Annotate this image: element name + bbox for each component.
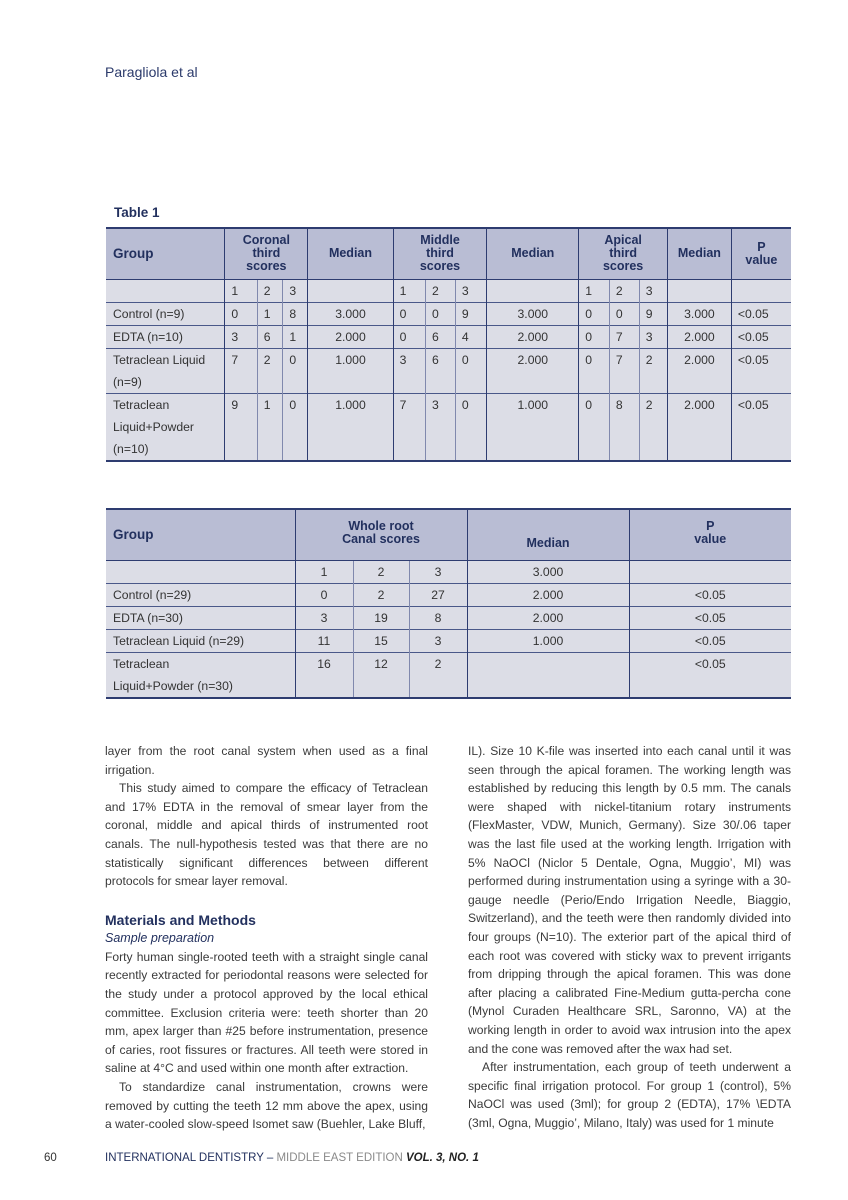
- table-caption: Table 1: [114, 205, 160, 220]
- body-column-left: [105, 742, 428, 1134]
- paragraph: To standardize canal instrumentation, crowns were removed by cutting the teeth 12 mm above the apex, using a water-cooled slow-speed Isomet saw (Buehler, Lake Bluff,: [105, 1079, 428, 1132]
- header-median: Median: [668, 228, 732, 279]
- header-coronal: Coronal third scores: [225, 228, 308, 279]
- paragraph: After instrumentation, each group of teeth underwent a specific final irrigation protocol. For group 1 (control), 5% NaOCl was used (3ml); for group 2 (EDTA), 17% \EDTA (3ml, Ogna, Muggio’, Milano, Italy) was used for 1 minute: [468, 1060, 791, 1130]
- table-row: Tetraclean Liquid (n=29) 11 15 3 1.000 <0.05: [106, 629, 791, 652]
- journal-volume: VOL. 3, NO. 1: [405, 1152, 479, 1164]
- paragraph: layer from the root canal system when used as a final irrigation.: [105, 744, 428, 777]
- table-row: Tetraclean Liquid+Powder (n=30) 16 12 2 <0.05: [106, 652, 791, 698]
- subsection-heading: Sample preparation: [105, 930, 215, 945]
- table-row: EDTA (n=10) 3 6 1 2.000 0 6 4 2.000 0 7 3 2.000 <0.05: [106, 325, 791, 348]
- table-2: [106, 508, 791, 699]
- header-median: Median: [487, 228, 579, 279]
- section-heading: Materials and Methods: [105, 911, 256, 928]
- paragraph: Forty human single-rooted teeth with a straight single canal recently extracted for periodontal reasons were selected for the study under a protocol approved by the local ethical committee. Exclusion criteria were: teeth shorter than 20 mm, apex larger than #25 before instrumentation, presence of caries, root fissures or fractures. All teeth were stored in saline at 4°C and used within one month after extraction.: [105, 949, 428, 1076]
- paragraph: This study aimed to compare the efficacy of Tetraclean and 17% EDTA in the removal of smear layer from the coronal, middle and apical thirds of instrumented root canals. The null-hypothesis tested was that there are no statistically significant differences between different protocols for smear layer removal.: [105, 781, 428, 889]
- table-row: Control (n=29) 0 2 27 2.000 <0.05: [106, 583, 791, 606]
- header-apical: Apical third scores: [579, 228, 668, 279]
- score-label-row: 1 2 3 3.000: [106, 560, 791, 583]
- score-label-row: 1 2 3 1 2 3 1 2 3: [106, 279, 791, 302]
- header-p-value: P value: [629, 509, 791, 560]
- header-group: Group: [106, 228, 225, 279]
- table-row: Tetraclean Liquid (n=9) 7 2 0 1.000 3 6 0 2.000 0 7 2 2.000 <0.05: [106, 348, 791, 393]
- table-1: [106, 227, 791, 462]
- header-p-value: P value: [731, 228, 791, 279]
- body-column-right: [468, 742, 791, 1132]
- table-row: Control (n=9) 0 1 8 3.000 0 0 9 3.000 0 0 9 3.000 <0.05: [106, 302, 791, 325]
- table-row: EDTA (n=30) 3 19 8 2.000 <0.05: [106, 606, 791, 629]
- header-median: Median: [308, 228, 393, 279]
- page-number: 60: [44, 1152, 57, 1164]
- running-head: Paragliola et al: [105, 64, 198, 80]
- journal-name: INTERNATIONAL DENTISTRY –: [105, 1152, 274, 1164]
- header-median: Median: [467, 509, 629, 560]
- header-middle: Middle third scores: [393, 228, 487, 279]
- journal-edition: MIDDLE EAST EDITION: [273, 1152, 406, 1164]
- header-group: Group: [106, 509, 295, 560]
- journal-footer: [105, 1152, 479, 1164]
- table-row: Tetraclean Liquid+Powder (n=10) 9 1 0 1.000 7 3 0 1.000 0 8 2 2.000 <0.05: [106, 393, 791, 461]
- header-whole-root: Whole root Canal scores: [295, 509, 467, 560]
- paragraph: IL). Size 10 K-file was inserted into each canal until it was seen through the apical foramen. The working length was established by reducing this length by 0.5 mm. The canals were shaped with nickel-titanium rotary instruments (FlexMaster, VDW, Munich, Germany). Size 30/.06 taper was the last file used at the working length. Irrigation with 5% NaOCl (Niclor 5 Dentale, Ogna, Muggio’, MI) was performed during instrumentation using a syringe with a 30-gauge needle (Perio/Endo Irrigation Needle, Biaggio, Switzerland), and the teeth were then randomly divided into four groups (N=10). The exterior part of the apical third of each root was covered with sticky wax to prevent irrigants from dripping through the apical foramen. This was done after placing a calibrated Fine-Medium gutta-percha cone (Mynol Curaden Healthcare SRL, Saronno, VA) at the working length in order to avoid wax intrusion into the apex and the cone was removed after the wax had set.: [468, 744, 791, 1056]
